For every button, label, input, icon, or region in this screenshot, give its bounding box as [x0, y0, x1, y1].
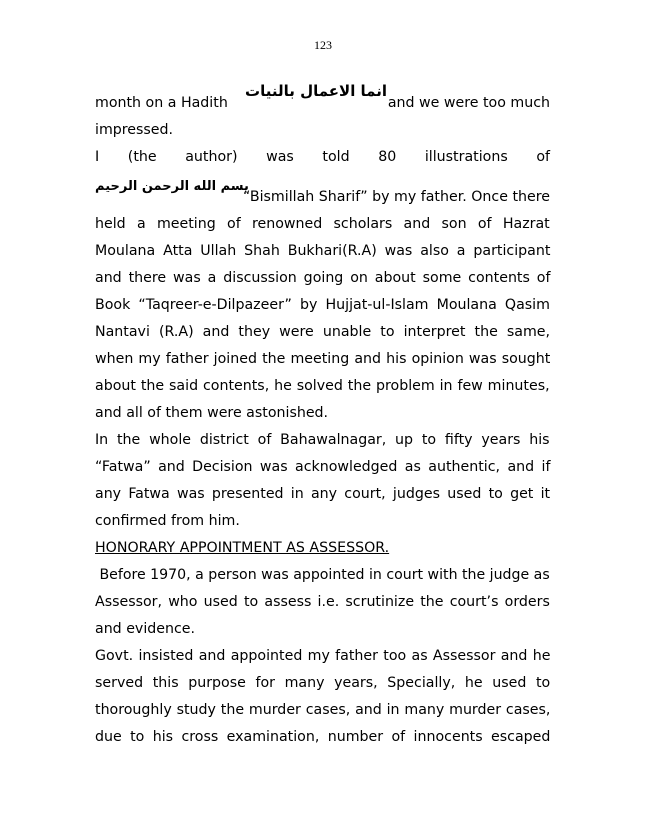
text-line-8: Book “Taqreer-e-Dilpazeer” by Hujjat-ul-Islam Moulana Qasim [95, 297, 550, 313]
text-line-16: confirmed from him. [95, 513, 240, 529]
text-line-1 [95, 82, 550, 113]
text-line-21: Govt. insisted and appointed my father too as Assessor and he [95, 648, 551, 664]
text-line-10: when my father joined the meeting and his opinion was sought [95, 351, 551, 367]
text-line-9: Nantavi (R.A) and they were unable to interpret the same, [95, 324, 551, 340]
page-number: 123 [314, 38, 332, 52]
word: was [266, 149, 294, 165]
text-line-23: thoroughly study the murder cases, and in many murder cases, [95, 702, 551, 718]
word: author) [185, 149, 238, 165]
text-line-18: Before 1970, a person was appointed in court with the judge as [95, 567, 550, 583]
text-line-14: “Fatwa” and Decision was acknowledged as authentic, and if [95, 459, 551, 475]
text-line-6: Moulana Atta Ullah Shah Bukhari(R.A) was also a participant [95, 243, 551, 259]
arabic-bismillah: بسم الله الرحمن الرحيم [95, 179, 249, 194]
text-line-20: and evidence. [95, 621, 196, 637]
arabic-hadith: انما الاعمال بالنيات [245, 82, 388, 100]
text-line-22: served this purpose for many years, Specially, he used to [95, 675, 551, 691]
text-line-3 [95, 147, 550, 167]
word: of [536, 149, 550, 165]
text-line-2: impressed. [95, 122, 174, 138]
word: I [95, 149, 100, 165]
text-line-13: In the whole district of Bahawalnagar, up to fifty years his [95, 432, 550, 448]
word: told [322, 149, 350, 165]
text-line-11: about the said contents, he solved the problem in few minutes, [95, 378, 550, 394]
text-line-19: Assessor, who used to assess i.e. scrutinize the court’s orders [95, 594, 550, 610]
text-line-7: and there was a discussion going on about some contents of [95, 270, 551, 286]
text-segment: month on a Hadith [95, 95, 228, 111]
text-segment: “Bismillah Sharif” by my father. Once there [242, 189, 550, 205]
text-line-15: any Fatwa was presented in any court, judges used to get it [95, 486, 551, 502]
text-segment: and we were too much [387, 95, 550, 111]
text-line-24: due to his cross examination, number of innocents escaped [95, 729, 551, 745]
word: illustrations [424, 149, 508, 165]
text-line-12: and all of them were astonished. [95, 405, 329, 421]
word: 80 [378, 149, 397, 165]
text-line-5: held a meeting of renowned scholars and son of Hazrat [95, 216, 550, 232]
section-heading: HONORARY APPOINTMENT AS ASSESSOR. [95, 540, 390, 556]
word: (the [127, 149, 157, 165]
